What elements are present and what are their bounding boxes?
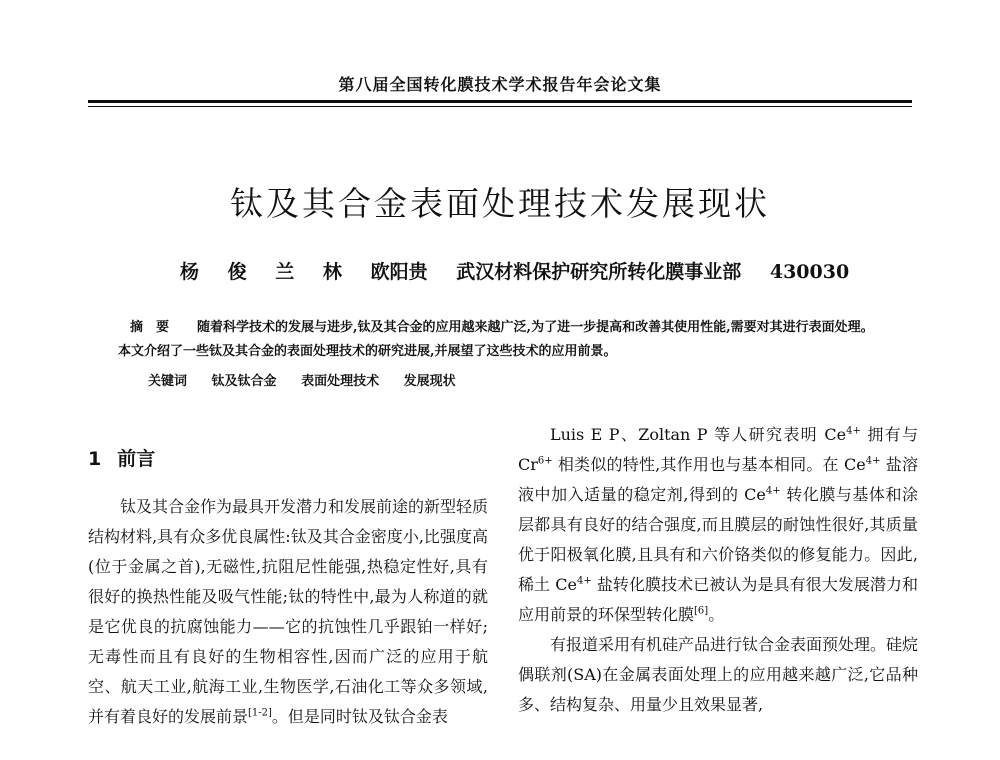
author-name: 林 — [322, 261, 342, 283]
header-rule-thin — [88, 106, 912, 107]
superscript: 4+ — [765, 485, 781, 497]
keywords-label: 关键词 — [148, 374, 188, 389]
postal-code: 430030 — [769, 261, 850, 283]
citation: [6] — [694, 605, 709, 617]
right-column — [518, 420, 918, 720]
paragraph-text: 拥有与 Cr — [518, 425, 918, 474]
body-paragraph — [518, 420, 918, 630]
superscript: 4+ — [846, 425, 861, 437]
section-heading — [88, 444, 488, 474]
paragraph-text: 盐溶液中加入适量的稳定剂,得到的 Ce — [518, 455, 918, 504]
left-column — [88, 420, 488, 732]
body-paragraph — [88, 492, 488, 732]
author-name: 兰 — [275, 261, 295, 283]
superscript: 4+ — [865, 455, 881, 467]
abstract-text: 随着科学技术的发展与进步,钛及其合金的应用越来越广泛,为了进一步提高和改善其使用性能,需要对其进行表面处理。本文介绍了一些钛及其合金的表面处理技术的研究进展,并展望了这些技术的应用前景。 — [118, 320, 874, 359]
paragraph-text: 转化膜与基体和涂层都具有良好的结合强度,而且膜层的耐蚀性很好,其质量优于阳极氧化膜,且具有和六价铬类似的修复能力。因此,稀土 Ce — [518, 485, 918, 594]
paper-title: 钛及其合金表面处理技术发展现状 — [230, 184, 770, 223]
paragraph-text: 盐转化膜技术已被认为是具有很大发展潜力和应用前景的环保型转化膜 — [518, 575, 918, 624]
body-paragraph: 有报道采用有机硅产品进行钛合金表面预处理。硅烷偶联剂(SA)在金属表面处理上的应用越来越广泛,它品种多、结构复杂、用量少且效果显著, — [518, 635, 919, 714]
affiliation: 武汉材料保护研究所转化膜事业部 — [456, 261, 742, 283]
running-header: 第八届全国转化膜技术学术报告年会论文集 — [338, 75, 662, 94]
keyword: 发展现状 — [403, 374, 456, 389]
author-name: 杨 — [180, 261, 200, 283]
paragraph-text: 。但是同时钛及钛合金表 — [271, 707, 448, 726]
keywords — [148, 370, 476, 389]
section-title: 前言 — [117, 448, 156, 470]
header-rule-thick — [88, 100, 912, 103]
paragraph-text: 相类似的特性,其作用也与基本相同。在 Ce — [552, 455, 866, 474]
abstract — [118, 316, 878, 364]
superscript: 6+ — [537, 455, 553, 467]
paragraph-text: 。 — [708, 605, 725, 624]
citation: [1-2] — [248, 707, 272, 719]
superscript: 4+ — [576, 575, 592, 587]
abstract-label: 摘 要 — [130, 320, 170, 335]
paragraph-text: 钛及其合金作为最具开发潜力和发展前途的新型轻质结构材料,具有众多优良属性:钛及其合金密度小,比强度高(位于金属之首),无磁性,抗阻尼性能强,热稳定性好,具有很好的换热性能及吸气性能;钛的特性中,最为人称道的就是它优良的抗腐蚀能力——它的抗蚀性几乎跟铂一样好;无毒性而且有良好的生物相容性,因而广泛的应用于航空、航天工业,航海工业,生物医学,石油化工等众多领域,并有着良好的发展前景 — [88, 497, 489, 726]
keyword: 表面处理技术 — [301, 374, 380, 389]
section-number: 1 — [88, 448, 102, 470]
author-line — [180, 257, 871, 284]
keyword: 钛及钛合金 — [211, 374, 277, 389]
paragraph-text: Luis E P、Zoltan P 等人研究表明 Ce — [550, 425, 847, 444]
author-name: 欧阳贵 — [370, 261, 428, 283]
author-name: 俊 — [227, 261, 247, 283]
